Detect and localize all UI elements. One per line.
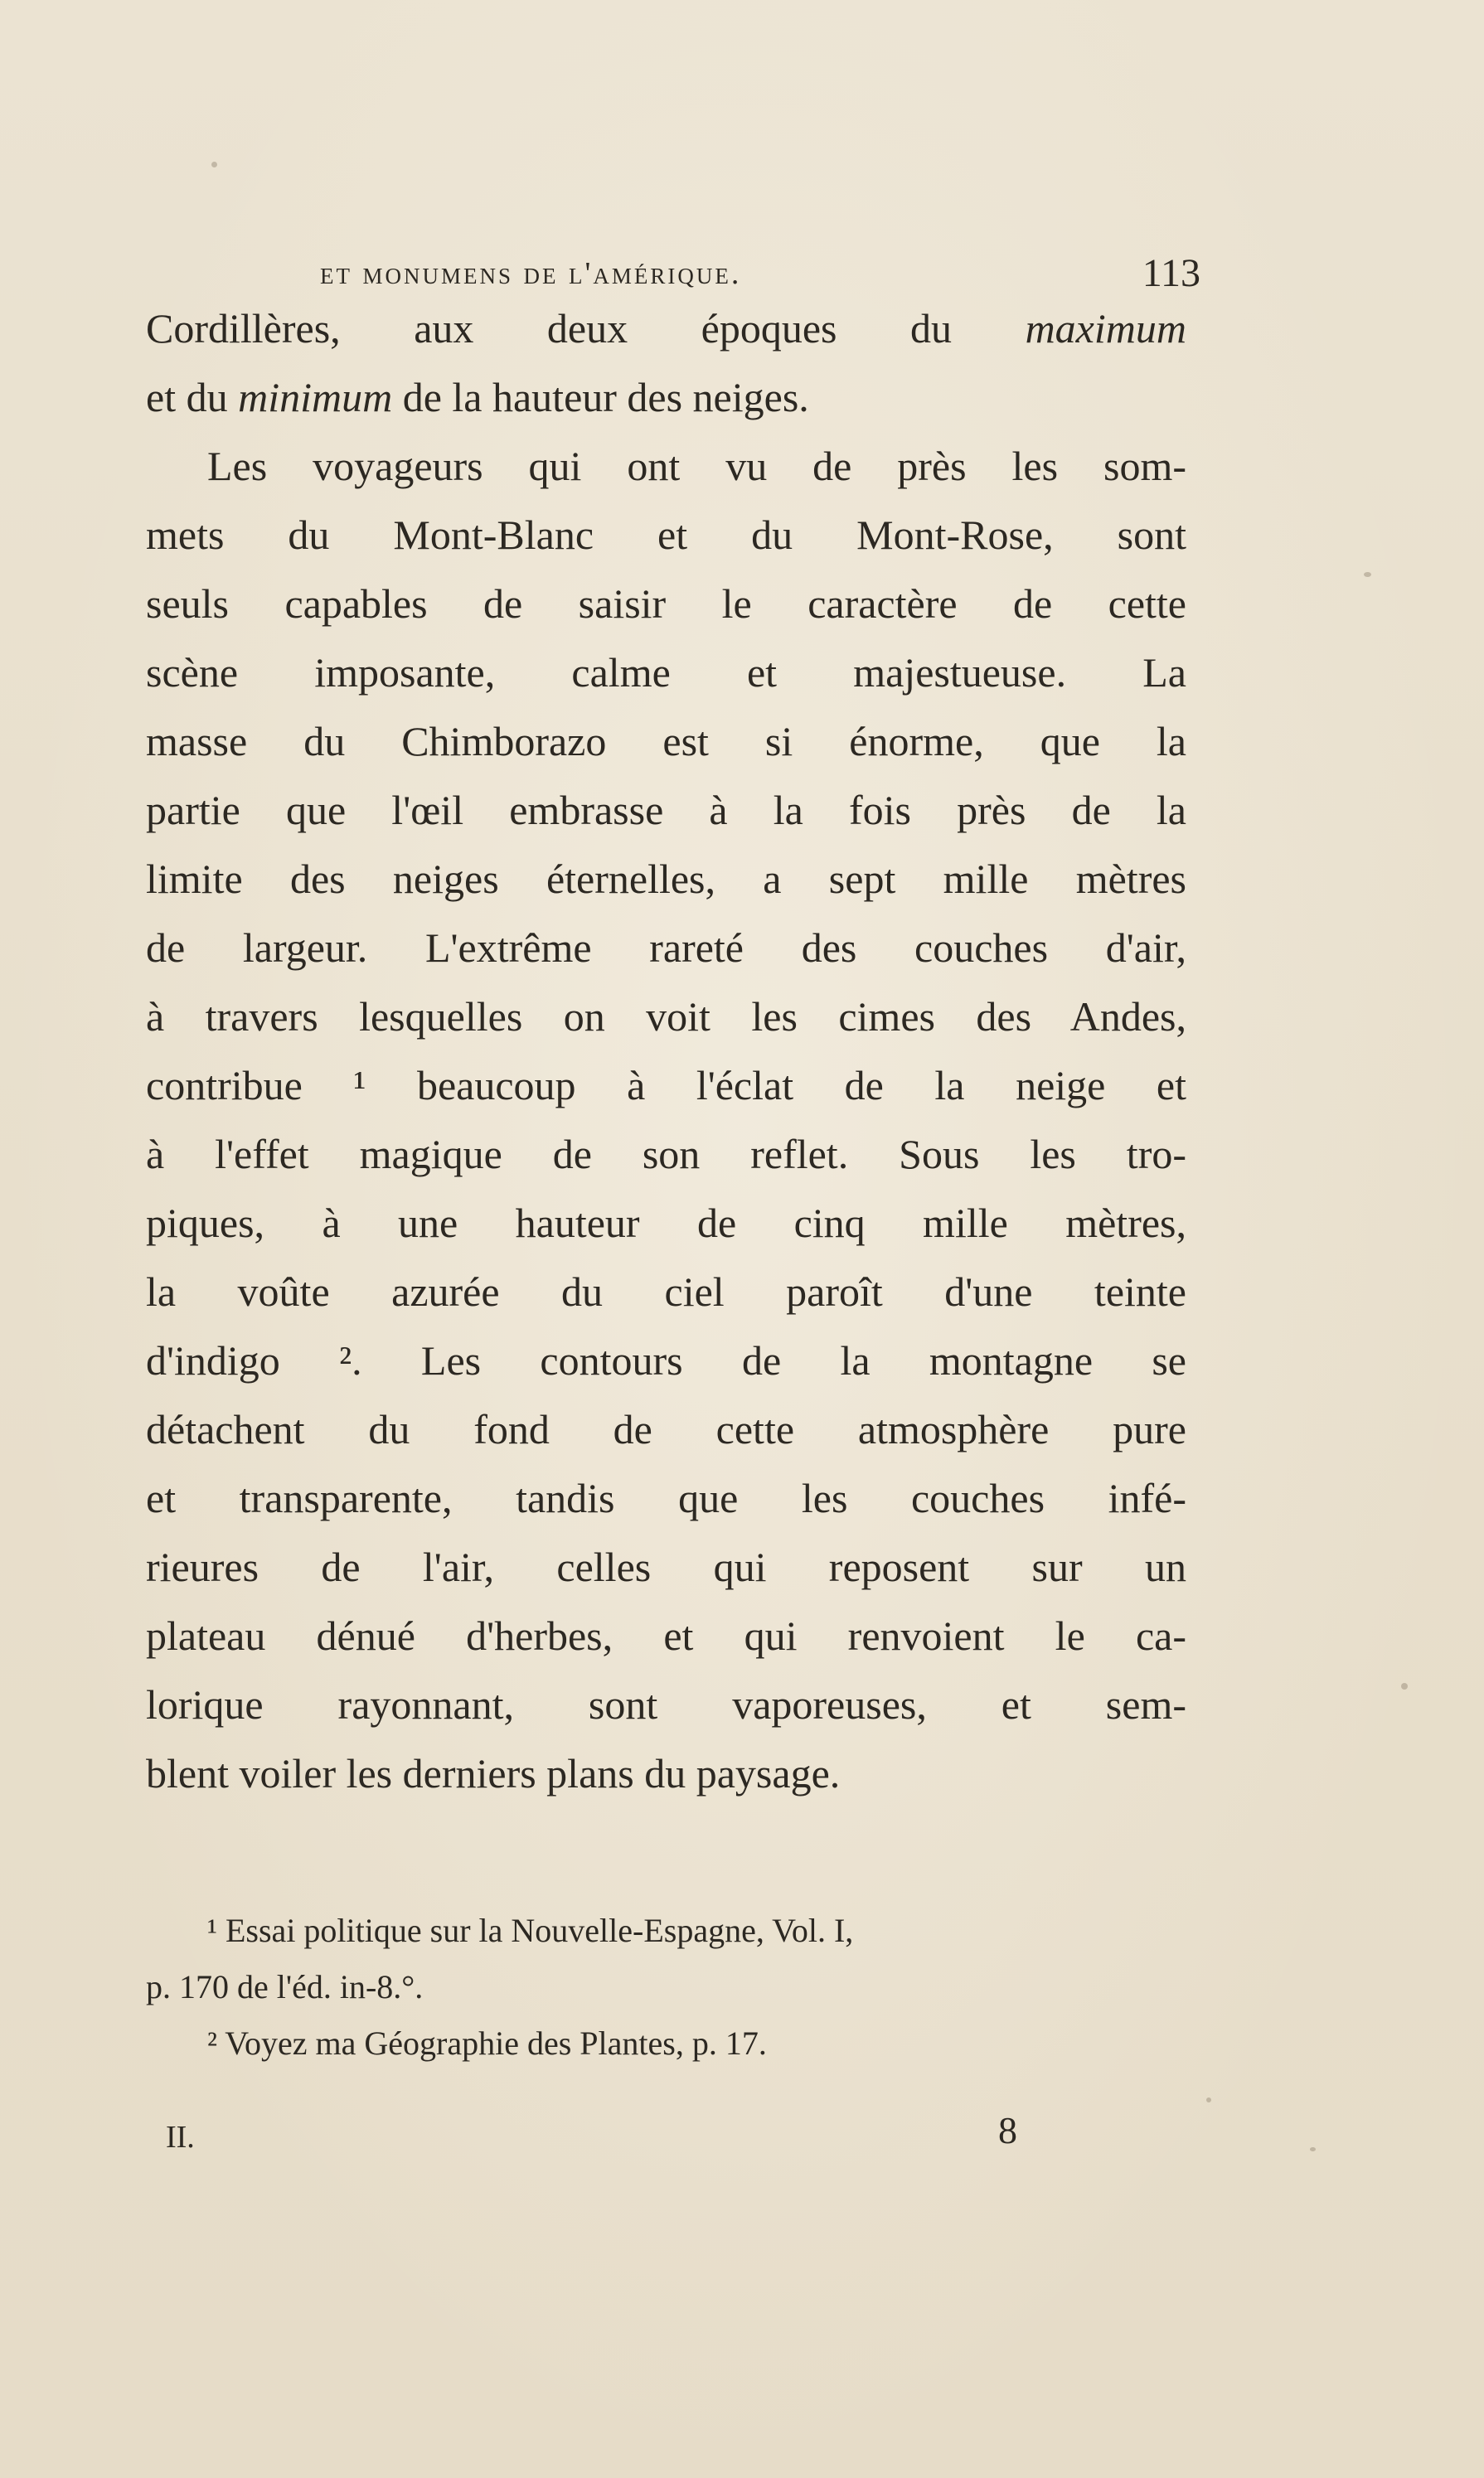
text-line-segment: seuls capables de saisir le caractère de cette: [146, 580, 1186, 627]
paper-speck: [1364, 572, 1371, 577]
text-line-segment: lorique rayonnant, sont vaporeuses, et sem-: [146, 1681, 1186, 1728]
text-line: [146, 1120, 1186, 1189]
running-title: et monumens de l'amérique.: [320, 256, 742, 291]
text-line: [146, 570, 1186, 638]
text-line-segment: plateau dénué d'herbes, et qui renvoient le ca-: [146, 1612, 1186, 1659]
text-line-segment: à travers lesquelles on voit les cimes des Andes,: [146, 993, 1186, 1040]
text-line-segment: piques, à une hauteur de cinq mille mètres,: [146, 1200, 1186, 1246]
text-line: [146, 1326, 1186, 1395]
paper-speck: [211, 162, 217, 167]
text-line: [146, 1739, 1186, 1808]
text-line: [146, 638, 1186, 707]
text-line: [146, 1051, 1186, 1120]
footnote-2: ² Voyez ma Géographie des Plantes, p. 17.: [207, 2025, 767, 2062]
volume-number: II.: [166, 2120, 195, 2155]
text-line-segment: scène imposante, calme et majestueuse. La: [146, 649, 1186, 696]
text-line-segment: partie que l'œil embrasse à la fois près de la: [146, 787, 1186, 833]
paper-speck: [1310, 2147, 1316, 2151]
text-line-segment: de largeur. L'extrême rareté des couches d'air,: [146, 924, 1186, 971]
text-line: [146, 1189, 1186, 1258]
italic-term: maximum: [1025, 305, 1186, 352]
text-line-segment: de la hauteur des neiges.: [392, 374, 809, 420]
text-line-segment: contribue ¹ beaucoup à l'éclat de la neige et: [146, 1062, 1186, 1108]
text-line: [146, 1395, 1186, 1464]
text-line-segment: la voûte azurée du ciel paroît d'une teinte: [146, 1268, 1186, 1315]
text-line-segment: Les voyageurs qui ont vu de près les som-: [207, 443, 1186, 489]
text-line-segment: et du: [146, 374, 239, 420]
text-line: [146, 845, 1186, 914]
text-line: [146, 982, 1186, 1051]
running-header: [320, 249, 1200, 298]
text-line: [146, 1464, 1186, 1533]
text-line: [146, 707, 1186, 776]
footnote-1-continued: p. 170 de l'éd. in-8.°.: [146, 1968, 424, 2005]
sheet-signature: 8: [998, 2109, 1017, 2151]
text-line: [146, 1258, 1186, 1326]
text-line-segment: Cordillères, aux deux époques du: [146, 305, 1026, 352]
text-line: [146, 1671, 1186, 1739]
text-line-segment: d'indigo ². Les contours de la montagne se: [146, 1337, 1186, 1384]
text-line-segment: limite des neiges éternelles, a sept mille mètres: [146, 856, 1186, 902]
text-line-segment: masse du Chimborazo est si énorme, que la: [146, 718, 1186, 764]
text-line: [146, 776, 1186, 845]
body-text: [146, 294, 1186, 1808]
text-line: [146, 501, 1186, 570]
text-line: [146, 432, 1186, 501]
text-line-segment: et transparente, tandis que les couches infé-: [146, 1475, 1186, 1521]
paper-speck: [1206, 2097, 1211, 2102]
text-line-segment: rieures de l'air, celles qui reposent sur un: [146, 1544, 1186, 1590]
text-line: [146, 363, 1186, 432]
text-line: [146, 1533, 1186, 1602]
footnotes: [146, 1903, 1074, 2072]
footnote-1: ¹ Essai politique sur la Nouvelle-Espagne, Vol. I,: [207, 1912, 854, 1949]
paper-speck: [1401, 1683, 1408, 1690]
text-line-segment: blent voiler les derniers plans du paysage.: [146, 1750, 841, 1797]
text-line-segment: à l'effet magique de son reflet. Sous les tro-: [146, 1131, 1186, 1177]
text-line-segment: détachent du fond de cette atmosphère pure: [146, 1406, 1186, 1452]
italic-term: minimum: [238, 374, 393, 420]
signature-line: [166, 2109, 1028, 2162]
text-line: [146, 294, 1186, 363]
text-line: [146, 1602, 1186, 1671]
page-number: 113: [1142, 251, 1200, 295]
text-line: [146, 914, 1186, 982]
text-line-segment: mets du Mont-Blanc et du Mont-Rose, sont: [146, 512, 1186, 558]
